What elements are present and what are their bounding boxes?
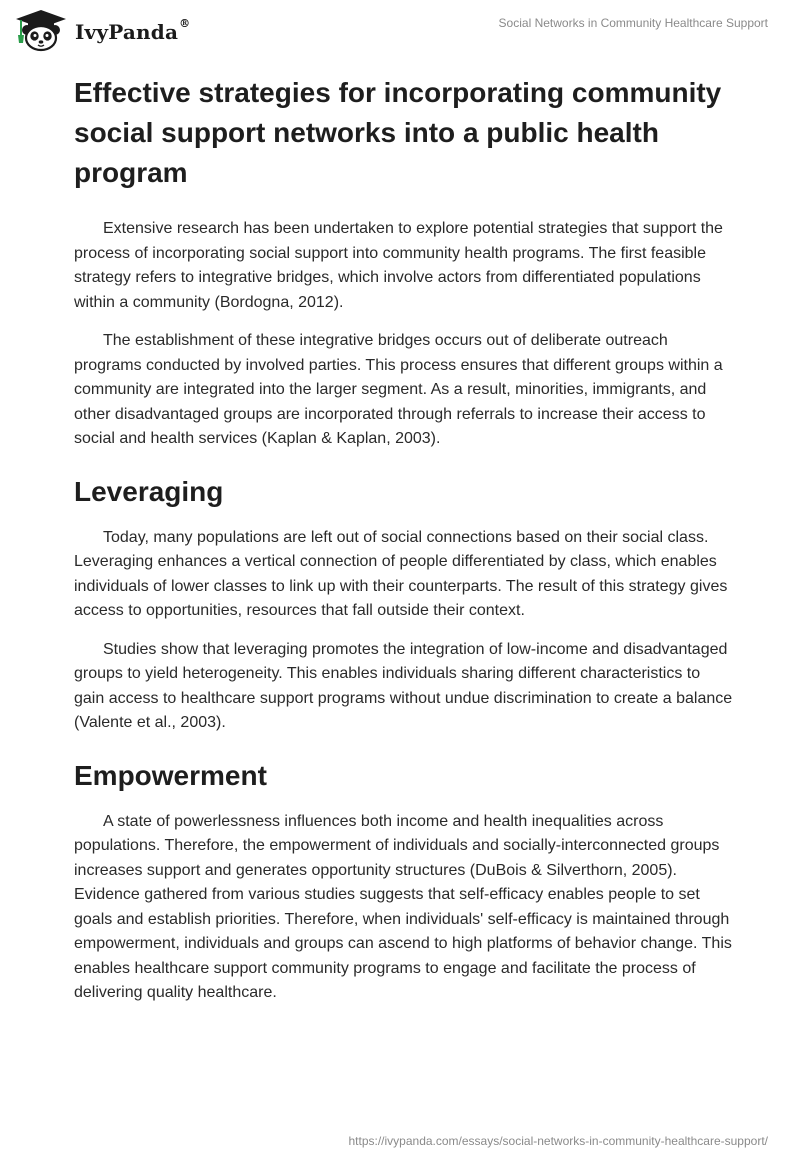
- document-title: Social Networks in Community Healthcare Support: [498, 16, 768, 30]
- section-heading-strategies: Effective strategies for incorporating community social support networks into a public health program: [74, 77, 722, 188]
- panda-graduate-icon: [14, 8, 68, 52]
- paragraph: The establishment of these integrative bridges occurs out of deliberate outreach programs conducted by involved parties. This process ensures that different groups within a community are integrated into the larger segment. As a result, minorities, immigrants, and other disadvantaged groups are incorporated through referrals to increase their access to social and health services (Kaplan & Kaplan, 2003).: [74, 332, 723, 447]
- section-heading-leveraging: Leveraging: [74, 475, 224, 507]
- ivypanda-logo[interactable]: [14, 8, 190, 52]
- page-header: [0, 0, 800, 60]
- brand-name-text: IvyPanda: [75, 20, 179, 44]
- source-url[interactable]: https://ivypanda.com/essays/social-networks-in-community-healthcare-support/: [348, 1134, 768, 1148]
- section-heading-empowerment: Empowerment: [74, 759, 267, 791]
- brand-name: [75, 17, 191, 44]
- article-body: [74, 73, 734, 1020]
- paragraph: Studies show that leveraging promotes the integration of low-income and disadvantaged groups to yield heterogeneity. This enables individuals sharing different characteristics to gain access to healthcare support programs without undue discrimination to create a balance (Valente et al., 2003).: [74, 640, 733, 731]
- paragraph: Today, many populations are left out of social connections based on their social class. Leveraging enhances a vertical connection of people differentiated by class, which enables individuals of lower classes to link up with their counterparts. The result of this strategy gives access to opportunities, resources that fall outside their context.: [74, 528, 728, 619]
- registered-mark: ®: [179, 17, 191, 30]
- paragraph: A state of powerlessness influences both income and health inequalities across populations. Therefore, the empowerment of individuals and socially-interconnected groups increases support and generates opportunity structures (DuBois & Silverthorn, 2005). Evidence gathered from various studies suggests that self-efficacy enables people to set goals and establish priorities. Therefore, when individuals' self-efficacy is maintained through empowerment, individuals and groups can ascend to high platforms of behavior change. This enables healthcare support community programs to engage and facilitate the process of delivering quality healthcare.: [74, 812, 732, 1001]
- paragraph: Extensive research has been undertaken to explore potential strategies that support the process of incorporating social support into community health programs. The first feasible strategy refers to integrative bridges, which involve actors from differentiated populations within a community (Bordogna, 2012).: [74, 220, 723, 311]
